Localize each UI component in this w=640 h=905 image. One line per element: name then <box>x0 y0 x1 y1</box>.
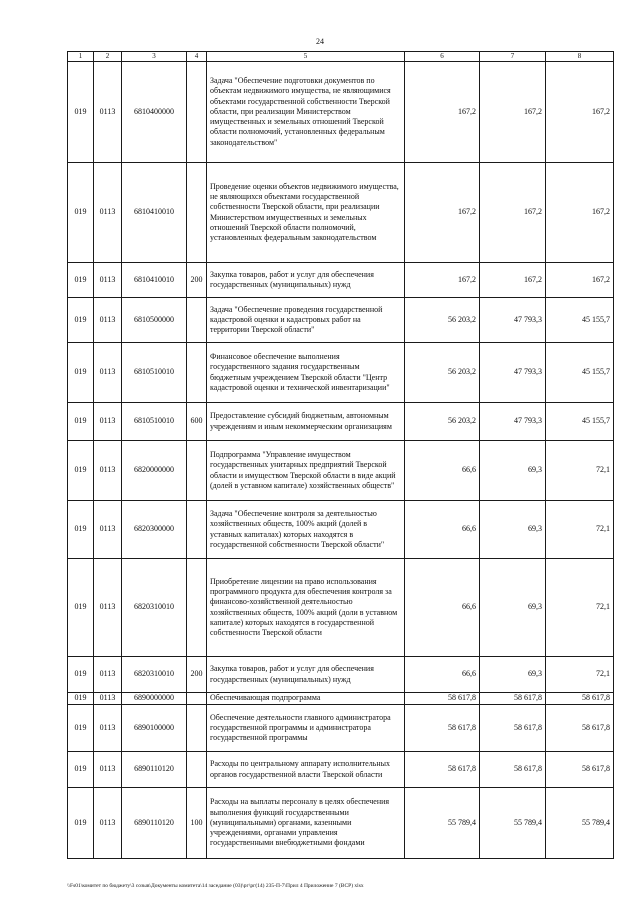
amount-col6: 167,2 <box>405 163 480 263</box>
column-header: 8 <box>546 52 614 62</box>
target-article-code: 6810410010 <box>122 163 187 263</box>
table-row <box>68 403 614 441</box>
table-row <box>68 752 614 788</box>
table-row <box>68 657 614 693</box>
amount-col8: 167,2 <box>546 62 614 163</box>
table-row <box>68 298 614 343</box>
item-description: Расходы на выплаты персоналу в целях обеспечения выполнения функций государственными (муниципальными) органами, казенными учреждениями, органами управления государственными внебюджетными фондами <box>207 788 405 859</box>
amount-col7: 58 617,8 <box>480 693 546 705</box>
amount-col8: 45 155,7 <box>546 403 614 441</box>
expense-type-code <box>187 343 207 403</box>
column-header: 1 <box>68 52 94 62</box>
target-article-code: 6890000000 <box>122 693 187 705</box>
target-article-code: 6810500000 <box>122 298 187 343</box>
column-header: 5 <box>207 52 405 62</box>
amount-col7: 69,3 <box>480 559 546 657</box>
target-article-code: 6820310010 <box>122 657 187 693</box>
item-description: Обеспечивающая подпрограмма <box>207 693 405 705</box>
item-description: Приобретение лицензии на право использования программного продукта для обеспечения контроля за финансово-хозяйственной деятельностью хозяйственных обществ, 100% акций (доли в уставном капитале) которых находятся в государственной собственности Тверской области <box>207 559 405 657</box>
amount-col6: 58 617,8 <box>405 693 480 705</box>
expense-type-code: 200 <box>187 657 207 693</box>
table-row <box>68 788 614 859</box>
section-code: 0113 <box>94 441 122 501</box>
item-description: Закупка товаров, работ и услуг для обеспечения государственных (муниципальных) нужд <box>207 657 405 693</box>
expense-type-code <box>187 163 207 263</box>
amount-col7: 167,2 <box>480 263 546 298</box>
page-number: 24 <box>316 37 324 46</box>
target-article-code: 6890110120 <box>122 788 187 859</box>
expense-type-code: 200 <box>187 263 207 298</box>
ministry-code: 019 <box>68 705 94 752</box>
target-article-code: 6810510010 <box>122 403 187 441</box>
amount-col8: 58 617,8 <box>546 752 614 788</box>
amount-col7: 47 793,3 <box>480 343 546 403</box>
target-article-code: 6820000000 <box>122 441 187 501</box>
column-header: 3 <box>122 52 187 62</box>
expense-type-code <box>187 441 207 501</box>
item-description: Финансовое обеспечение выполнения государственного задания государственным бюджетным учреждением Тверской области "Центр кадастровой оценки и технической инвентаризации" <box>207 343 405 403</box>
amount-col8: 58 617,8 <box>546 693 614 705</box>
expense-type-code <box>187 559 207 657</box>
amount-col8: 45 155,7 <box>546 298 614 343</box>
amount-col7: 58 617,8 <box>480 752 546 788</box>
amount-col7: 47 793,3 <box>480 403 546 441</box>
section-code: 0113 <box>94 163 122 263</box>
amount-col7: 167,2 <box>480 62 546 163</box>
amount-col8: 45 155,7 <box>546 343 614 403</box>
section-code: 0113 <box>94 705 122 752</box>
table-row <box>68 559 614 657</box>
ministry-code: 019 <box>68 163 94 263</box>
amount-col6: 58 617,8 <box>405 752 480 788</box>
amount-col6: 66,6 <box>405 441 480 501</box>
amount-col6: 56 203,2 <box>405 343 480 403</box>
section-code: 0113 <box>94 559 122 657</box>
amount-col7: 69,3 <box>480 657 546 693</box>
table-row <box>68 705 614 752</box>
section-code: 0113 <box>94 501 122 559</box>
amount-col7: 69,3 <box>480 441 546 501</box>
target-article-code: 6820300000 <box>122 501 187 559</box>
column-header: 6 <box>405 52 480 62</box>
ministry-code: 019 <box>68 441 94 501</box>
amount-col6: 66,6 <box>405 559 480 657</box>
amount-col8: 72,1 <box>546 559 614 657</box>
target-article-code: 6890100000 <box>122 705 187 752</box>
item-description: Расходы по центральному аппарату исполнительных органов государственной власти Тверской области <box>207 752 405 788</box>
item-description: Обеспечение деятельности главного администратора государственной программы и администратора государственной программы <box>207 705 405 752</box>
amount-col6: 55 789,4 <box>405 788 480 859</box>
table-row <box>68 263 614 298</box>
expense-type-code: 100 <box>187 788 207 859</box>
amount-col7: 167,2 <box>480 163 546 263</box>
target-article-code: 6890110120 <box>122 752 187 788</box>
ministry-code: 019 <box>68 752 94 788</box>
amount-col6: 66,6 <box>405 657 480 693</box>
ministry-code: 019 <box>68 657 94 693</box>
amount-col6: 58 617,8 <box>405 705 480 752</box>
expense-type-code <box>187 705 207 752</box>
amount-col8: 167,2 <box>546 263 614 298</box>
amount-col6: 56 203,2 <box>405 403 480 441</box>
ministry-code: 019 <box>68 298 94 343</box>
amount-col7: 58 617,8 <box>480 705 546 752</box>
amount-col6: 167,2 <box>405 62 480 163</box>
section-code: 0113 <box>94 263 122 298</box>
amount-col8: 72,1 <box>546 657 614 693</box>
amount-col8: 72,1 <box>546 441 614 501</box>
column-header: 7 <box>480 52 546 62</box>
amount-col6: 167,2 <box>405 263 480 298</box>
ministry-code: 019 <box>68 788 94 859</box>
budget-table <box>67 51 614 859</box>
section-code: 0113 <box>94 343 122 403</box>
target-article-code: 6820310010 <box>122 559 187 657</box>
ministry-code: 019 <box>68 62 94 163</box>
ministry-code: 019 <box>68 343 94 403</box>
table-row <box>68 693 614 705</box>
column-header: 4 <box>187 52 207 62</box>
expense-type-code <box>187 501 207 559</box>
section-code: 0113 <box>94 788 122 859</box>
amount-col8: 55 789,4 <box>546 788 614 859</box>
target-article-code: 6810400000 <box>122 62 187 163</box>
ministry-code: 019 <box>68 501 94 559</box>
table-row <box>68 343 614 403</box>
table-row <box>68 501 614 559</box>
item-description: Закупка товаров, работ и услуг для обеспечения государственных (муниципальных) нужд <box>207 263 405 298</box>
amount-col8: 167,2 <box>546 163 614 263</box>
ministry-code: 019 <box>68 559 94 657</box>
table-row <box>68 62 614 163</box>
section-code: 0113 <box>94 403 122 441</box>
section-code: 0113 <box>94 657 122 693</box>
amount-col8: 72,1 <box>546 501 614 559</box>
amount-col8: 58 617,8 <box>546 705 614 752</box>
table-row <box>68 163 614 263</box>
section-code: 0113 <box>94 298 122 343</box>
amount-col7: 47 793,3 <box>480 298 546 343</box>
column-number-row <box>68 52 614 62</box>
amount-col7: 55 789,4 <box>480 788 546 859</box>
item-description: Задача "Обеспечение проведения государственной кадастровой оценки и кадастровых работ на территории Тверской области" <box>207 298 405 343</box>
item-description: Задача "Обеспечение контроля за деятельностью хозяйственных обществ, 100% акций (долей в уставных капиталах) которых находятся в государственной собственности Тверской области" <box>207 501 405 559</box>
ministry-code: 019 <box>68 403 94 441</box>
amount-col6: 66,6 <box>405 501 480 559</box>
section-code: 0113 <box>94 752 122 788</box>
section-code: 0113 <box>94 693 122 705</box>
item-description: Подпрограмма "Управление имуществом государственных унитарных предприятий Тверской области и имуществом Тверской области в виде акций (долей в уставном капитале) хозяйственных обществ" <box>207 441 405 501</box>
ministry-code: 019 <box>68 693 94 705</box>
amount-col7: 69,3 <box>480 501 546 559</box>
target-article-code: 6810410010 <box>122 263 187 298</box>
amount-col6: 56 203,2 <box>405 298 480 343</box>
item-description: Проведение оценки объектов недвижимого имущества, не являющихся объектами государственной собственности Тверской области, при реализации Министерством имущественных и земельных отношений Тверской области полномочий, установленных федеральным законодательством <box>207 163 405 263</box>
column-header: 2 <box>94 52 122 62</box>
target-article-code: 6810510010 <box>122 343 187 403</box>
expense-type-code <box>187 62 207 163</box>
expense-type-code <box>187 298 207 343</box>
ministry-code: 019 <box>68 263 94 298</box>
item-description: Задача "Обеспечение подготовки документов по объектам недвижимого имущества, не являющимися объектами государственной собственности Тверской области, при реализации Министерством имущественных и земельных отношений Тверской области полномочий, установленных федеральным законодательством" <box>207 62 405 163</box>
section-code: 0113 <box>94 62 122 163</box>
expense-type-code <box>187 693 207 705</box>
item-description: Предоставление субсидий бюджетным, автономным учреждениям и иным некоммерческим организациям <box>207 403 405 441</box>
expense-type-code <box>187 752 207 788</box>
table-row <box>68 441 614 501</box>
expense-type-code: 600 <box>187 403 207 441</box>
file-path-footer: \\Fs01\комитет по бюджету\3 созыв\Документы комитета\14 заседание (03)\рг\рг(14) 235-П-7\Прил 4 Приложение 7 (ВСР) xlsx <box>67 883 364 889</box>
